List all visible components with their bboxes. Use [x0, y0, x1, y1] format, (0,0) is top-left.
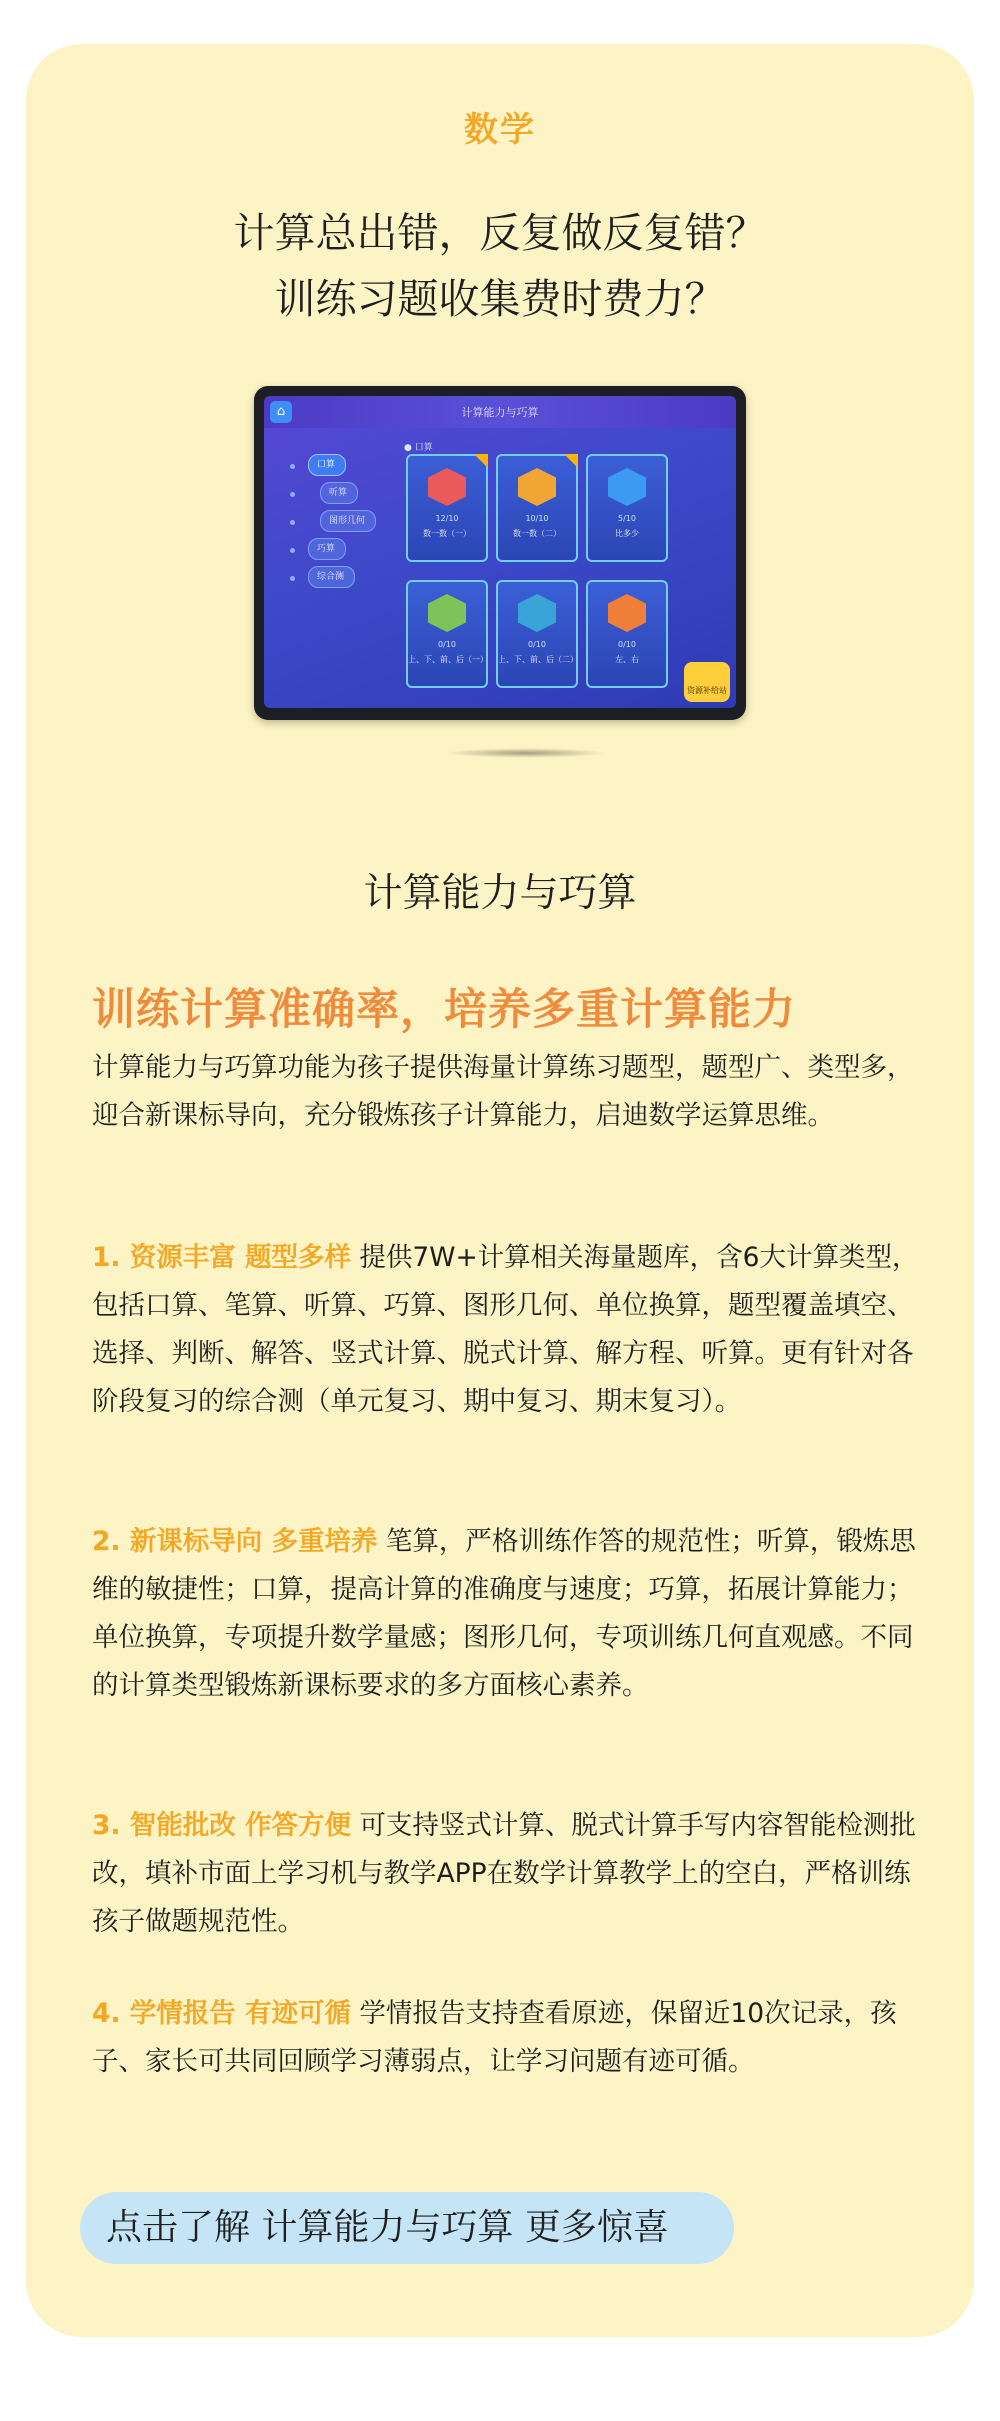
side-item-tingsuan: 听算 [320, 482, 358, 504]
intro-paragraph: 计算能力与巧算功能为孩子提供海量计算练习题型，题型广、类型多，迎合新课标导向，充分锻炼孩子计算能力，启迪数学运算思维。 [92, 1052, 914, 1131]
point-4-text: 学情报告支持查看原迹，保留近10次记录，孩子、家长可共同回顾学习薄弱点，让学习问题有迹可循。 [92, 1998, 897, 2077]
lesson-tile [406, 580, 488, 688]
point-2-text: 笔算，严格训练作答的规范性；听算，锻炼思维的敏捷性；口算，提高计算的准确度与速度；巧算，拓展计算能力；单位换算，专项提升数学量感；图形几何，专项训练几何直观感。不同的计算类型锻炼新课标要求的多方面核心素养。 [92, 1526, 916, 1701]
tile-score: 0/10 [528, 640, 546, 649]
point-4 [92, 1990, 932, 2086]
learn-more-button[interactable]: 点击了解 计算能力与巧算 更多惊喜 [80, 2192, 734, 2264]
tile-score: 5/10 [618, 514, 636, 523]
resource-badge: 资源补给站 [684, 662, 730, 702]
lesson-badge-icon [608, 594, 646, 632]
point-1-heading: 1. 资源丰富 题型多样 [92, 1242, 351, 1273]
lesson-badge-icon [428, 594, 466, 632]
side-item-kousuan: 口算 [308, 454, 346, 476]
point-1 [92, 1234, 932, 1426]
tile-score: 10/10 [525, 514, 549, 523]
lesson-badge-icon [518, 594, 556, 632]
lesson-tile [406, 454, 488, 562]
point-3-text: 可支持竖式计算、脱式计算手写内容智能检测批改，填补市面上学习机与教学APP在数学计算教学上的空白，严格训练孩子做题规范性。 [92, 1810, 916, 1937]
tile-name: 比多少 [615, 529, 639, 538]
point-4-heading: 4. 学情报告 有迹可循 [92, 1998, 351, 2029]
point-2-heading: 2. 新课标导向 多重培养 [92, 1526, 378, 1557]
tile-score: 0/10 [438, 640, 456, 649]
lesson-badge-icon [428, 468, 466, 506]
side-dot [290, 492, 295, 497]
tile-name: 左、右 [615, 655, 639, 664]
point-1-text: 提供7W+计算相关海量题库，含6大计算类型，包括口算、笔算、听算、巧算、图形几何、单位换算，题型覆盖填空、选择、判断、解答、竖式计算、脱式计算、解方程、听算。更有针对各阶段复习的综合测（单元复习、期中复习、期末复习）。 [92, 1242, 919, 1417]
tablet-mockup [254, 386, 746, 720]
tablet-screen [264, 396, 736, 708]
side-dot [290, 464, 295, 469]
side-item-qiaosuan: 巧算 [308, 538, 346, 560]
section-label-text: 口算 [414, 443, 433, 453]
tile-score: 0/10 [618, 640, 636, 649]
feature-title: 计算能力与巧算 [363, 871, 637, 916]
tile-name: 上、下、前、后（二） [498, 655, 578, 664]
screen-section-label: ● 口算 [404, 443, 433, 453]
lesson-badge-icon [518, 468, 556, 506]
tile-score: 12/10 [435, 514, 459, 523]
tile-name: 数一数（一） [423, 529, 471, 538]
subject-label: 数学 [464, 110, 536, 150]
tile-name: 上、下、前、后（一） [408, 655, 488, 664]
lesson-badge-icon [608, 468, 646, 506]
side-item-zonghece: 综合测 [308, 566, 355, 588]
slogan: 训练计算准确率，培养多重计算能力 [92, 985, 796, 1035]
ribbon-icon [474, 454, 488, 468]
side-dot [290, 520, 295, 525]
screen-title: 计算能力与巧算 [461, 406, 539, 419]
tablet-shadow [446, 748, 606, 758]
side-dot [290, 576, 295, 581]
lesson-tile [496, 580, 578, 688]
side-item-geometry: 图形几何 [320, 510, 376, 532]
point-2 [92, 1518, 932, 1710]
point-3 [92, 1802, 932, 1946]
point-3-heading: 3. 智能批改 作答方便 [92, 1810, 351, 1841]
headline-line-2: 训练习题收集费时费力？ [274, 275, 726, 323]
lesson-tile [496, 454, 578, 562]
tile-name: 数一数（二） [513, 529, 561, 538]
ribbon-icon [564, 454, 578, 468]
lesson-tile [586, 454, 668, 562]
feature-card [26, 44, 974, 2337]
side-dot [290, 548, 295, 553]
headline-line-1: 计算总出错，反复做反复错？ [233, 209, 767, 257]
home-icon: ⌂ [270, 401, 292, 423]
lesson-tile [586, 580, 668, 688]
